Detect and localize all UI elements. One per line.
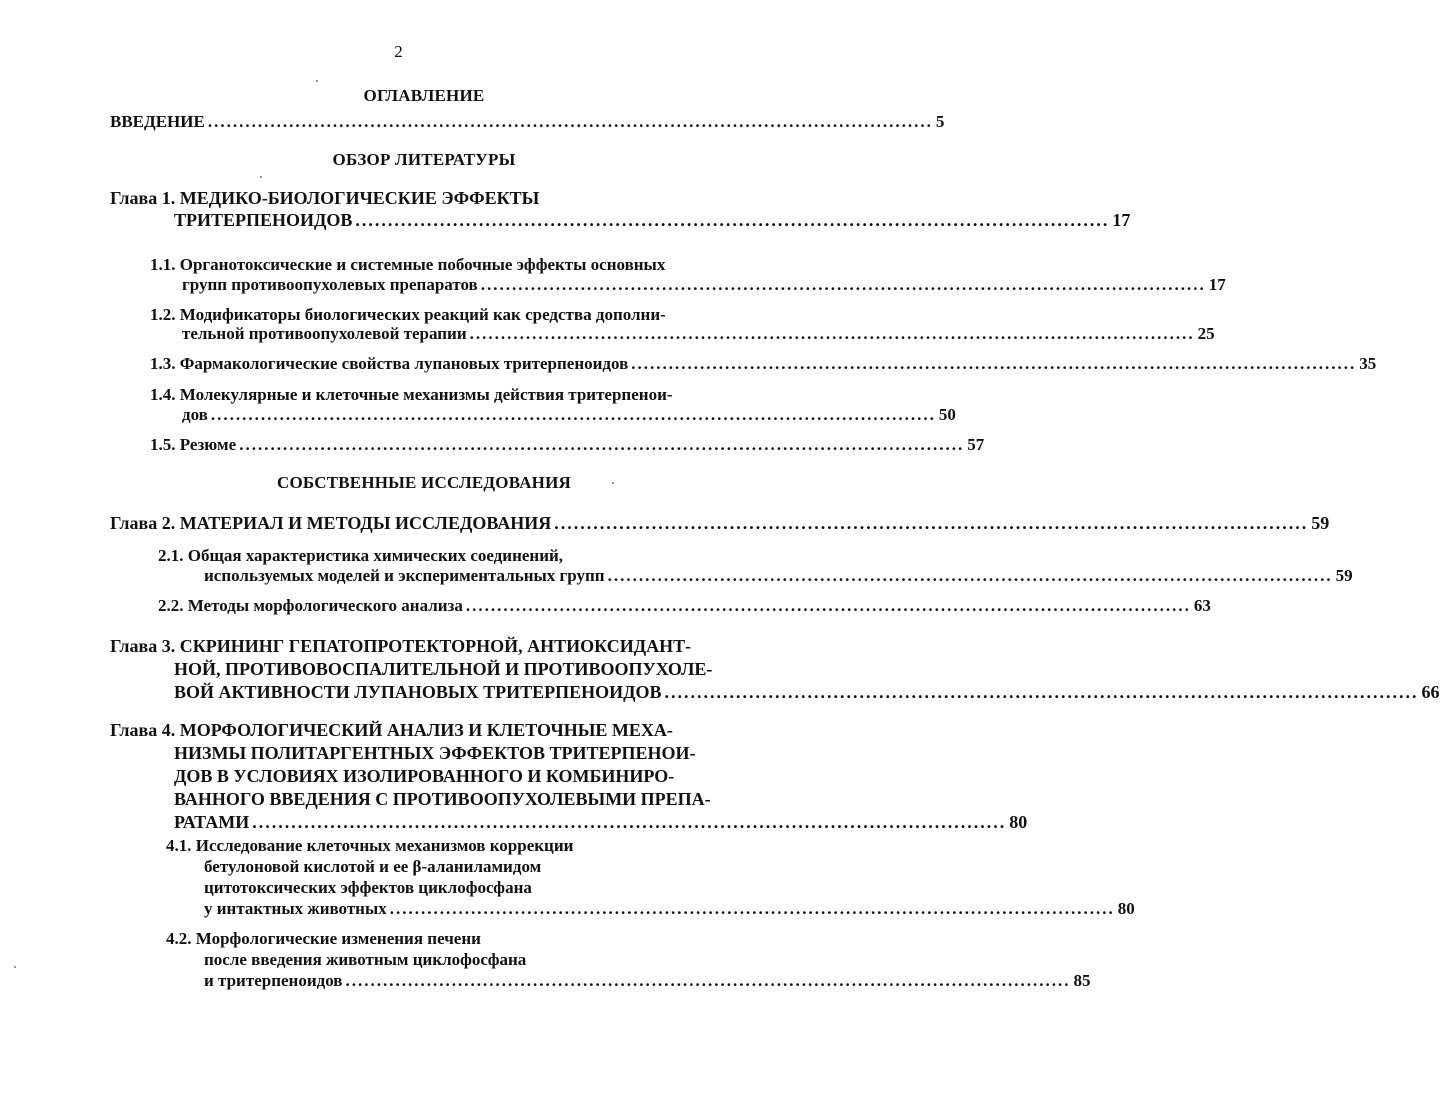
entry-title: используемых моделей и экспериментальных групп <box>204 566 605 585</box>
entry-page: 63 <box>1193 596 1211 615</box>
entry-page: 25 <box>1197 324 1215 343</box>
entry-title: ВВЕДЕНИЕ <box>110 112 205 131</box>
toc-entry-2-2 <box>158 595 1211 616</box>
leader-dots: .................................................................................................................... <box>355 210 1110 230</box>
leader-dots: .................................................................................................................... <box>389 899 1115 918</box>
leader-dots: .................................................................................................................... <box>465 596 1191 615</box>
entry-title: Глава 2. МАТЕРИАЛ И МЕТОДЫ ИССЛЕДОВАНИЯ <box>110 513 552 533</box>
leader-dots: .................................................................................................................... <box>252 812 1007 832</box>
entry-title: и тритерпеноидов <box>204 971 343 990</box>
entry-title: ТРИТЕРПЕНОИДОВ <box>174 210 353 230</box>
entry-1-4-line1: 1.4. Молекулярные и клеточные механизмы действия тритерпенои- <box>150 385 673 404</box>
entry-page: 35 <box>1359 354 1377 373</box>
entry-4-2-line1: 4.2. Морфологические изменения печени <box>166 929 481 948</box>
scan-speck <box>316 80 318 82</box>
entry-page: 5 <box>935 112 945 131</box>
leader-dots: .................................................................................................................... <box>631 354 1357 373</box>
entry-title: 1.3. Фармакологические свойства лупановых тритерпеноидов <box>150 354 629 373</box>
entry-4-2-line2: после введения животным циклофосфана <box>204 950 527 969</box>
entry-title: РАТАМИ <box>174 812 250 832</box>
chapter-3-title-line1: Глава 3. СКРИНИНГ ГЕПАТОПРОТЕКТОРНОЙ, АНТИОКСИДАНТ- <box>110 636 692 656</box>
entry-2-1-line1: 2.1. Общая характеристика химических соединений, <box>158 546 564 565</box>
entry-1-1-line1: 1.1. Органотоксические и системные побочные эффекты основных <box>150 255 666 274</box>
entry-page: 17 <box>1208 275 1226 294</box>
entry-page: 66 <box>1421 682 1440 702</box>
page-number: 2 <box>394 42 403 61</box>
entry-title: 2.2. Методы морфологического анализа <box>158 596 463 615</box>
entry-page: 50 <box>938 405 956 424</box>
entry-page: 85 <box>1073 971 1091 990</box>
chapter-4-title-line4: ВАННОГО ВВЕДЕНИЯ С ПРОТИВООПУХОЛЕВЫМИ ПРЕПА- <box>174 789 711 809</box>
scan-speck <box>14 966 16 968</box>
toc-entry-chapter-2 <box>110 513 1330 534</box>
entry-1-2-line1: 1.2. Модификаторы биологических реакций как средства дополни- <box>150 305 666 324</box>
entry-title: групп противоопухолевых препаратов <box>182 275 478 294</box>
toc-entry-4-1 <box>204 898 1135 919</box>
leader-dots: .................................................................................................................... <box>554 513 1309 533</box>
toc-entry-1-4 <box>182 404 956 425</box>
leader-dots: .................................................................................................................... <box>210 405 936 424</box>
toc-entry-1-5 <box>150 434 985 455</box>
toc-entry-1-2 <box>182 323 1215 344</box>
entry-page: 57 <box>967 435 985 454</box>
chapter-4-title-line1: Глава 4. МОРФОЛОГИЧЕСКИЙ АНАЛИЗ И КЛЕТОЧНЫЕ МЕХА- <box>110 720 673 740</box>
toc-entry-1-3 <box>150 353 1377 374</box>
entry-title: у интактных животных <box>204 899 387 918</box>
section-heading-review: ОБЗОР ЛИТЕРАТУРЫ <box>332 150 516 169</box>
chapter-3-title-line2: НОЙ, ПРОТИВОВОСПАЛИТЕЛЬНОЙ И ПРОТИВООПУХОЛЕ- <box>174 659 713 679</box>
entry-page: 80 <box>1009 812 1028 832</box>
toc-entry-4-2 <box>204 970 1091 991</box>
leader-dots: .................................................................................................................... <box>469 324 1195 343</box>
leader-dots: .................................................................................................................... <box>607 566 1333 585</box>
chapter-4-title-line3: ДОВ В УСЛОВИЯХ ИЗОЛИРОВАННОГО И КОМБИНИРО- <box>174 766 675 786</box>
entry-title: 1.5. Резюме <box>150 435 237 454</box>
entry-page: 59 <box>1311 513 1330 533</box>
toc-entry-chapter-4 <box>174 812 1028 833</box>
entry-title: дов <box>182 405 208 424</box>
leader-dots: .................................................................................................................... <box>207 112 933 131</box>
toc-entry-2-1 <box>204 565 1353 586</box>
entry-4-1-line1: 4.1. Исследование клеточных механизмов коррекции <box>166 836 574 855</box>
entry-title: ВОЙ АКТИВНОСТИ ЛУПАНОВЫХ ТРИТЕРПЕНОИДОВ <box>174 682 662 702</box>
section-heading-own: СОБСТВЕННЫЕ ИССЛЕДОВАНИЯ <box>277 473 571 492</box>
leader-dots: .................................................................................................................... <box>345 971 1071 990</box>
chapter-1-title-line1: Глава 1. МЕДИКО-БИОЛОГИЧЕСКИЕ ЭФФЕКТЫ <box>110 188 540 208</box>
scan-speck <box>260 176 262 178</box>
entry-title: тельной противоопухолевой терапии <box>182 324 467 343</box>
entry-4-1-line2: бетулоновой кислотой и ее β-аланиламидом <box>204 857 542 876</box>
leader-dots: .................................................................................................................... <box>480 275 1206 294</box>
scan-speck <box>612 482 614 484</box>
leader-dots: .................................................................................................................... <box>664 682 1419 702</box>
entry-page: 17 <box>1112 210 1131 230</box>
toc-entry-intro <box>110 111 945 132</box>
toc-entry-1-1 <box>182 274 1226 295</box>
entry-4-1-line3: цитотоксических эффектов циклофосфана <box>204 878 532 897</box>
toc-entry-chapter-3 <box>174 682 1440 703</box>
chapter-4-title-line2: НИЗМЫ ПОЛИТАРГЕНТНЫХ ЭФФЕКТОВ ТРИТЕРПЕНОИ- <box>174 743 696 763</box>
entry-page: 59 <box>1335 566 1353 585</box>
toc-entry-chapter-1 <box>174 210 1131 231</box>
toc-heading: ОГЛАВЛЕНИЕ <box>363 86 485 105</box>
entry-page: 80 <box>1117 899 1135 918</box>
leader-dots: .................................................................................................................... <box>239 435 965 454</box>
